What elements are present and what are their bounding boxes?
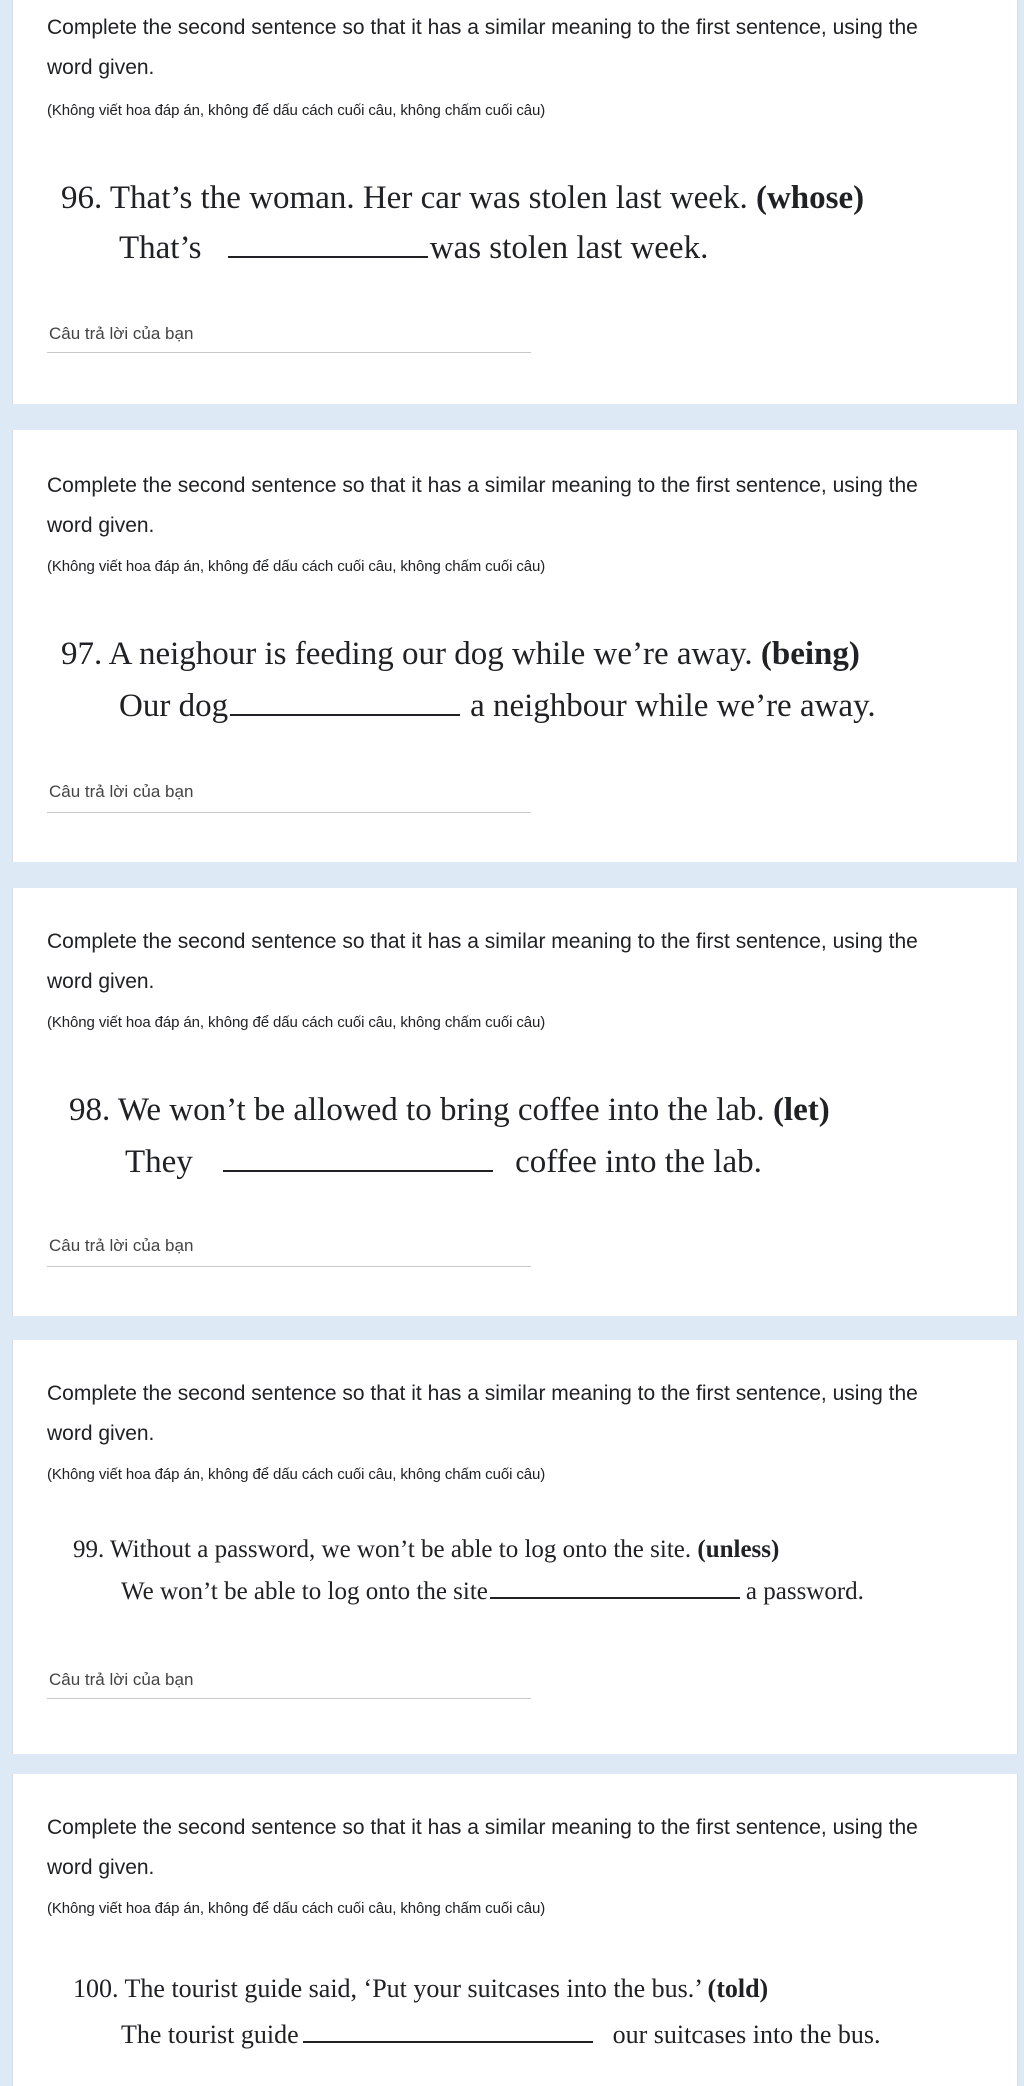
answer-input-97[interactable]	[47, 776, 535, 808]
answer-underline	[47, 812, 531, 813]
keyword: (unless)	[697, 1536, 780, 1563]
original-sentence: 99. Without a password, we won’t be able to log onto the site.	[73, 1536, 692, 1563]
original-sentence: 100. The tourist guide said, ‘Put your suitcases into the bus.’	[73, 1974, 702, 2003]
keyword: (told)	[707, 1974, 769, 2003]
blank-line	[490, 1593, 740, 1599]
sentence-prefix: They	[125, 1144, 193, 1180]
keyword: (whose)	[755, 180, 865, 216]
sentence-prefix: That’s	[119, 230, 202, 266]
question-sentence	[73, 1536, 779, 1564]
question-card-96	[12, 0, 1018, 404]
question-note: (Không viết hoa đáp án, không để dấu cách cuối câu, không chấm cuối câu)	[47, 102, 546, 119]
question-note: (Không viết hoa đáp án, không để dấu cách cuối câu, không chấm cuối câu)	[47, 1014, 546, 1031]
keyword: (let)	[772, 1092, 830, 1128]
question-instruction: Complete the second sentence so that it has a similar meaning to the first sentence, using the word given.	[47, 474, 918, 537]
question-sentence	[61, 636, 860, 673]
question-instruction: Complete the second sentence so that it has a similar meaning to the first sentence, using the word given.	[47, 16, 918, 79]
target-sentence	[119, 230, 708, 267]
blank-line	[230, 710, 460, 716]
answer-input-98[interactable]	[47, 1230, 535, 1262]
target-sentence	[121, 1578, 864, 1606]
sentence-suffix: our suitcases into the bus.	[612, 2020, 881, 2049]
sentence-prefix: We won’t be able to log onto the site	[121, 1578, 488, 1605]
question-card-100	[12, 1774, 1018, 2086]
answer-underline	[47, 1698, 531, 1699]
target-sentence	[121, 2020, 881, 2050]
question-note: (Không viết hoa đáp án, không để dấu cách cuối câu, không chấm cuối câu)	[47, 1466, 546, 1483]
question-sentence	[69, 1092, 830, 1129]
target-sentence	[119, 688, 876, 725]
answer-input-99[interactable]	[47, 1664, 535, 1696]
original-sentence: 97. A neighour is feeding our dog while we’re away.	[61, 636, 753, 672]
sentence-prefix: The tourist guide	[121, 2020, 299, 2049]
answer-underline	[47, 352, 531, 353]
question-instruction: Complete the second sentence so that it has a similar meaning to the first sentence, using the word given.	[47, 930, 918, 993]
original-sentence: 96. That’s the woman. Her car was stolen last week.	[61, 180, 748, 216]
question-sentence	[61, 180, 864, 217]
question-instruction: Complete the second sentence so that it has a similar meaning to the first sentence, using the word given.	[47, 1816, 918, 1879]
blank-line	[223, 1166, 493, 1172]
blank-line	[303, 2037, 593, 2043]
question-instruction: Complete the second sentence so that it has a similar meaning to the first sentence, using the word given.	[47, 1382, 918, 1445]
question-card-97	[12, 430, 1018, 862]
original-sentence: 98. We won’t be allowed to bring coffee into the lab.	[69, 1092, 765, 1128]
sentence-suffix: coffee into the lab.	[515, 1144, 762, 1180]
blank-line	[228, 252, 428, 258]
sentence-prefix: Our dog	[119, 688, 229, 724]
keyword: (being)	[760, 636, 860, 672]
answer-input-96[interactable]	[47, 318, 535, 350]
question-note: (Không viết hoa đáp án, không để dấu cách cuối câu, không chấm cuối câu)	[47, 1900, 546, 1917]
question-card-99	[12, 1340, 1018, 1754]
question-card-98	[12, 888, 1018, 1316]
question-note: (Không viết hoa đáp án, không để dấu cách cuối câu, không chấm cuối câu)	[47, 558, 546, 575]
question-sentence	[73, 1974, 768, 2004]
sentence-suffix: was stolen last week.	[429, 230, 709, 266]
answer-underline	[47, 1266, 531, 1267]
target-sentence	[125, 1144, 762, 1181]
sentence-suffix: a password.	[745, 1578, 864, 1605]
sentence-suffix: a neighbour while we’re away.	[470, 688, 876, 724]
